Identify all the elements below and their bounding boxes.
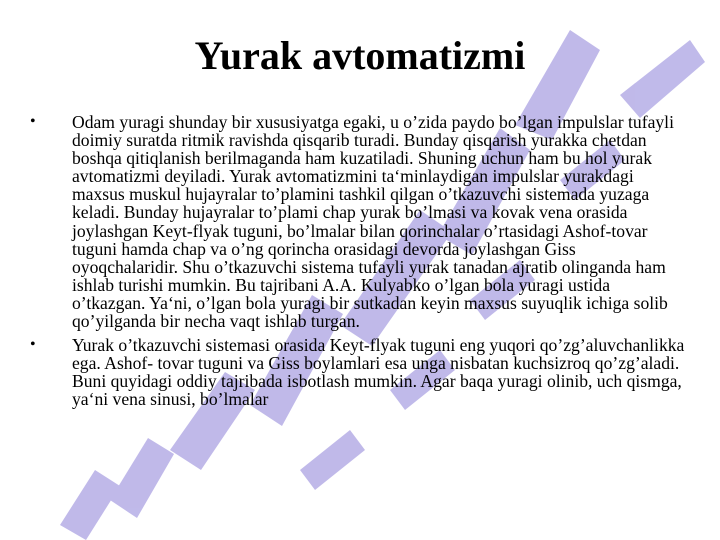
bullet-icon: • <box>30 113 36 130</box>
bullet-icon: • <box>30 336 36 354</box>
bullet-text: Odam yuragi shunday bir xususiyatga egaki, u o’zida paydo bo’lgan impulslar tufayli doimiy suratda ritmik ravishda qisqarib turadi. Bunday qisqarish yurakka chetdan boshqa qitiqlanish berilmaganda ham kuzatiladi. Shuning uchun ham bu hol yurak avtomatizmi deyiladi. Yurak avtomatizmini ta‘minlaydigan impulslar yurakdagi maxsus muskul hujayralar to’plamini tashkil qilgan o’tkazuvchi sistemada yuzaga keladi. Bunday hujayralar to’plami chap yurak bo’lmasi va kovak vena orasida joylashgan Keyt-flyak tuguni, bo’lmalar bilan qorinchalar o’rtasidagi Ashof-tovar tuguni hamda chap va o’ng qorincha orasidagi devorda joylashgan Giss oyoqchalaridir. Shu o’tkazuvchi sistema tufayli yurak tanadan ajratib olinganda ham ishlab turishi mumkin. Bu tajribani A.A. Kulyabko o’lgan bola yuragi ustida o’tkazgan. Ya‘ni, o’lgan bola yuragi bir sutkadan keyin maxsus suyuqlik ichiga solib qo’yilganda bir necha vaqt ishlab turgan. <box>72 112 674 332</box>
bullet-item <box>30 336 685 408</box>
slide-title: Yurak avtomatizmi <box>194 33 526 78</box>
bullet-item <box>30 113 685 330</box>
bullet-list <box>30 113 685 415</box>
bullet-text: Yurak o’tkazuvchi sistemasi orasida Keyt-flyak tuguni eng yuqori qo’zg’aluvchanlikka ega. Ashof- tovar tuguni va Giss boylamlari esa unga nisbatan kuchsizroq qo’zg’aladi. Buni quyidagi oddiy tajribada isbotlash mumkin. Agar baqa yuragi olinib, uch qismga, ya‘ni vena sinusi, bo’lmalar <box>72 335 685 410</box>
